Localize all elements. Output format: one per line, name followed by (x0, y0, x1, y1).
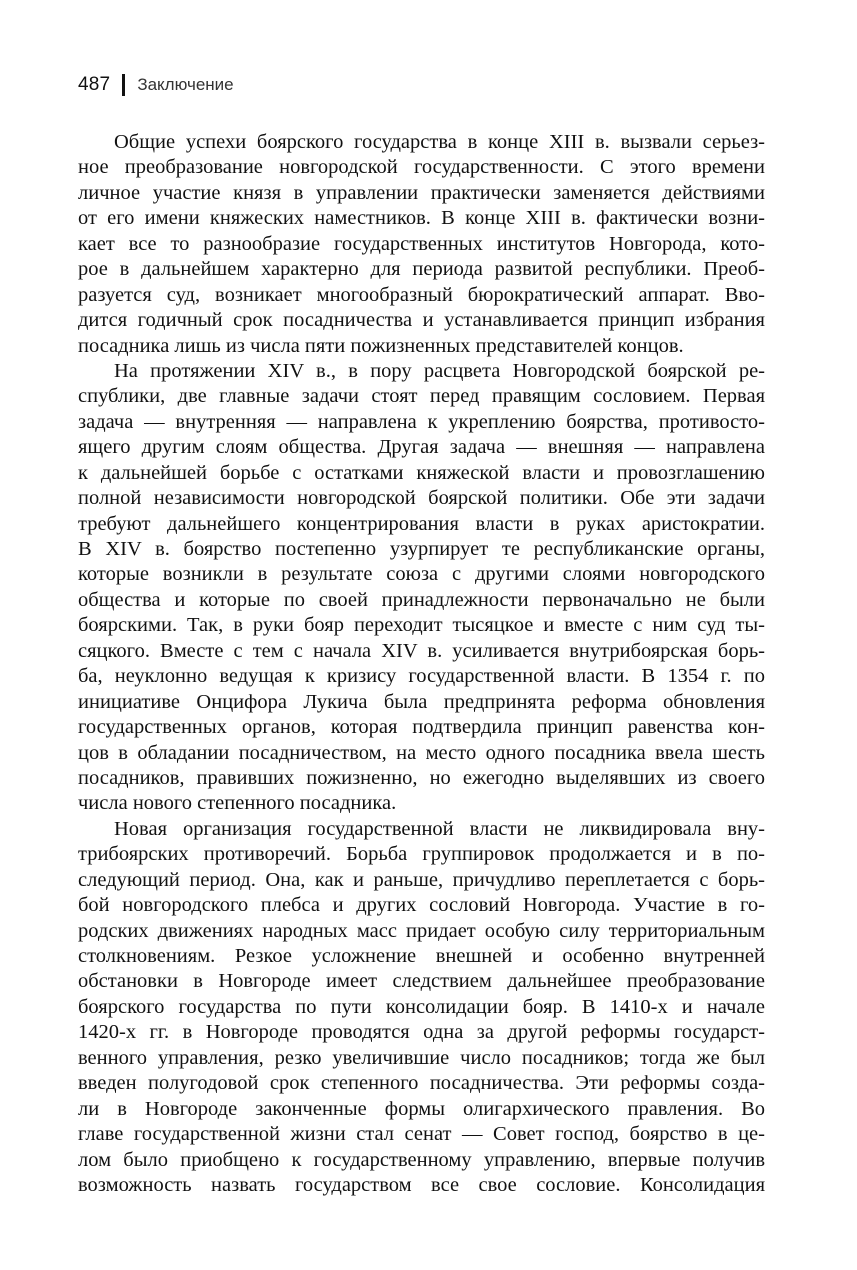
text-line: посадников, правивших пожизненно, но ежегодно выделявших из своего (78, 766, 765, 789)
text-line: возможность назвать государством все свое сословие. Консолидация (78, 1173, 765, 1196)
text-line: к дальнейшей борьбе с остатками княжеской власти и провозглашению (78, 461, 765, 484)
text-line: ли в Новгороде законченные формы олигархического правления. Во (78, 1097, 765, 1120)
text-line: общества и которые по своей принадлежности первоначально не были (78, 588, 765, 611)
text-line: цов в обладании посадничеством, на место одного посадника ввела шесть (78, 741, 765, 764)
text-line: посадника лишь из числа пяти пожизненных представителей концов. (78, 334, 684, 357)
text-line: ба, неуклонно ведущая к кризису государственной власти. В 1354 г. по (78, 665, 765, 688)
text-line: На протяжении XIV в., в пору расцвета Новгородской боярской ре- (114, 359, 765, 382)
text-line: обстановки в Новгороде имеет следствием дальнейшее преобразование (78, 970, 765, 993)
text-line: трибоярских противоречий. Борьба группировок продолжается и в по- (78, 843, 765, 866)
text-line: кает все то разнообразие государственных институтов Новгорода, кото- (78, 232, 765, 255)
text-line: лом было приобщено к государственному управлению, впервые получив (78, 1148, 765, 1171)
text-line: ное преобразование новгородской государственности. С этого времени (78, 156, 765, 179)
text-line: сяцкого. Вместе с тем с начала XIV в. усиливается внутрибоярская борь- (78, 639, 765, 662)
text-line: задача — внутренняя — направлена к укреплению боярства, противосто- (78, 410, 765, 433)
text-line: спублики, две главные задачи стоят перед правящим сословием. Первая (78, 385, 765, 408)
body-text (78, 130, 765, 1198)
text-line: от его имени княжеских наместников. В конце XIII в. фактически возни- (78, 207, 765, 230)
text-line: введен полугодовой срок степенного посадничества. Эти реформы созда- (78, 1072, 765, 1095)
text-line: Новая организация государственной власти не ликвидировала вну- (114, 817, 765, 840)
text-line: бой новгородского плебса и других сословий Новгорода. Участие в го- (78, 894, 765, 917)
text-line: рое в дальнейшем характерно для периода развитой республики. Преоб- (78, 258, 765, 281)
text-line: полной независимости новгородской боярской политики. Обе эти задачи (78, 487, 765, 510)
text-line: главе государственной жизни стал сенат — Совет господ, боярство в це- (78, 1123, 765, 1146)
running-head (78, 72, 234, 98)
section-title: Заключение (137, 75, 234, 94)
text-line: столкновениям. Резкое усложнение внешней и особенно внутренней (78, 945, 765, 967)
text-line: боярского государства по пути консолидации бояр. В 1410-х и начале (78, 995, 765, 1018)
text-line: ящего другим слоям общества. Другая задача — внешняя — направлена (78, 436, 765, 459)
text-line: личное участие князя в управлении практически заменяется действиями (78, 181, 765, 204)
page-number: 487 (78, 74, 111, 95)
text-line: числа нового степенного посадника. (78, 792, 397, 815)
text-line: родских движениях народных масс придает особую силу территориальным (78, 919, 765, 942)
text-line: инициативе Онцифора Лукича была предпринята реформа обновления (78, 690, 765, 713)
text-line: В XIV в. боярство постепенно узурпирует те республиканские органы, (78, 538, 765, 560)
text-line: венного управления, резко увеличившие число посадников; тогда же был (78, 1046, 765, 1069)
text-line: дится годичный срок посадничества и устанавливается принцип избрания (78, 309, 765, 332)
text-line: требуют дальнейшего концентрирования власти в руках аристократии. (78, 512, 765, 535)
text-line: разуется суд, возникает многообразный бюрократический аппарат. Вво- (78, 283, 765, 306)
text-line: которые возникли в результате союза с другими слоями новгородского (78, 563, 765, 586)
text-line: боярскими. Так, в руки бояр переходит тысяцкое и вместе с ним суд ты- (78, 614, 765, 637)
text-line: государственных органов, которая подтвердила принцип равенства кон- (78, 716, 765, 739)
header-separator-bar (122, 74, 125, 96)
text-line: следующий период. Она, как и раньше, причудливо переплетается с борь- (78, 868, 765, 891)
text-line: Общие успехи боярского государства в конце XIII в. вызвали серьез- (114, 131, 765, 153)
text-line: 1420-х гг. в Новгороде проводятся одна за другой реформы государст- (78, 1021, 765, 1044)
